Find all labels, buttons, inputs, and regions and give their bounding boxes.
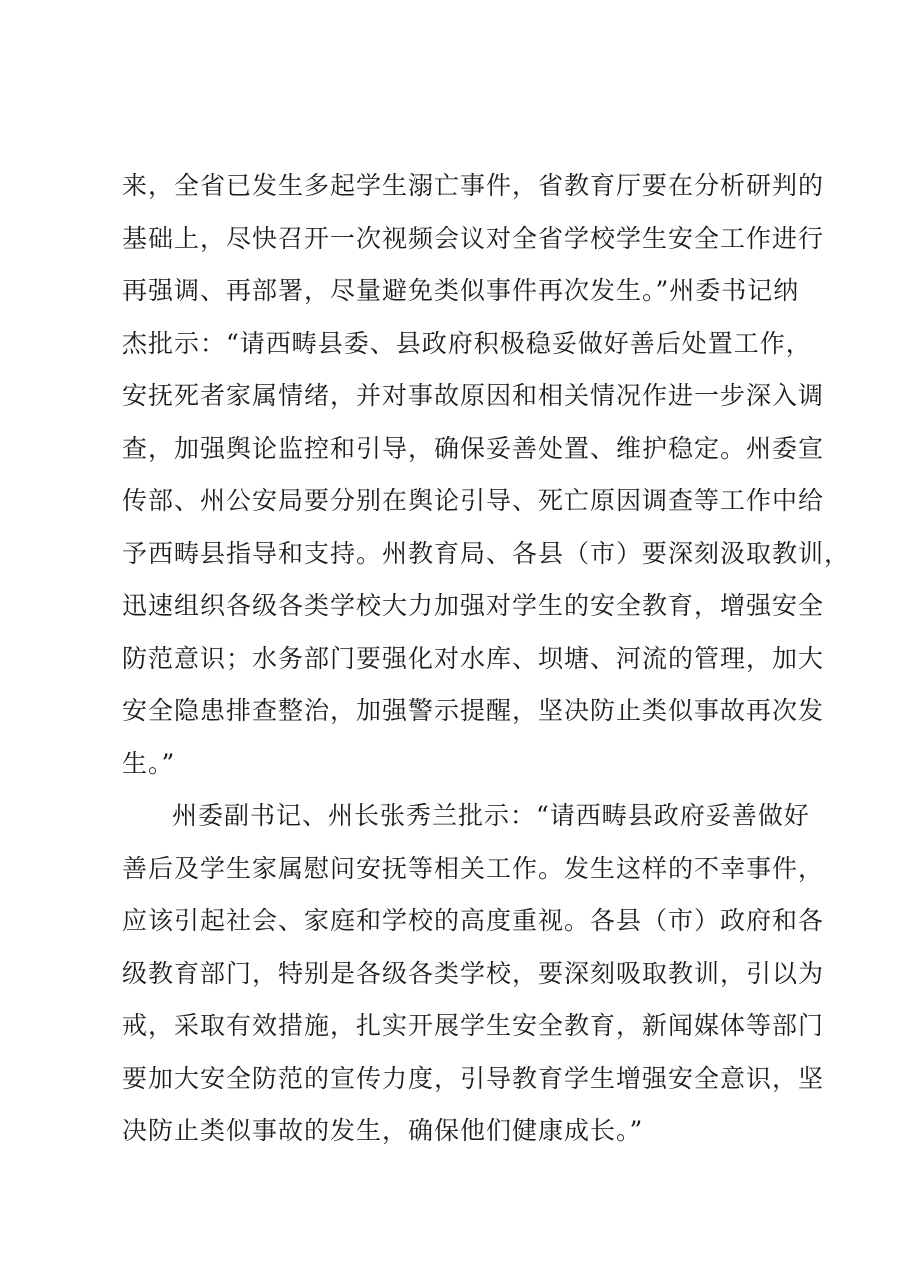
paragraph-2 [122,790,825,1158]
text-line: 戒，采取有效措施，扎实开展学生安全教育，新闻媒体等部门 [122,1011,825,1040]
text-line: 查，加强舆论监控和引导，确保妥善处置、维护稳定。州委宣 [122,433,825,463]
text-line: 安全隐患排查整治，加强警示提醒，坚决防止类似事故再次发 [122,696,825,725]
text-line: 州委副书记、州长张秀兰批示：“请西畴县政府妥善做好 [172,801,810,830]
text-line: 决防止类似事故的发生，确保他们健康成长。” [122,1116,644,1145]
text-line: 要加大安全防范的宣传力度，引导教育学生增强安全意识，坚 [122,1063,825,1093]
text-line: 予西畴县指导和支持。州教育局、各县（市）要深刻汲取教训， [122,538,851,568]
document-body [122,160,851,1158]
text-line: 杰批示：“请西畴县委、县政府积极稳妥做好善后处置工作， [122,328,812,358]
text-line: 迅速组织各级各类学校大力加强对学生的安全教育，增强安全 [122,591,825,620]
text-line: 来，全省已发生多起学生溺亡事件，省教育厅要在分析研判的 [122,171,825,200]
text-line: 基础上，尽快召开一次视频会议对全省学校学生安全工作进行 [122,223,825,253]
text-line: 传部、州公安局要分别在舆论引导、死亡原因调查等工作中给 [122,486,825,515]
text-line: 应该引起社会、家庭和学校的高度重视。各县（市）政府和各 [122,906,825,935]
text-line: 生。” [122,748,176,778]
text-line: 善后及学生家属慰问安抚等相关工作。发生这样的不幸事件， [122,853,825,883]
text-line: 再强调、再部署，尽量避免类似事件再次发生。”州委书记纳 [122,276,800,305]
paragraph-1 [122,160,851,790]
text-line: 安抚死者家属情绪，并对事故原因和相关情况作进一步深入调 [122,381,825,410]
text-line: 防范意识；水务部门要强化对水库、坝塘、河流的管理，加大 [122,643,825,673]
text-line: 级教育部门，特别是各级各类学校，要深刻吸取教训，引以为 [122,958,825,988]
